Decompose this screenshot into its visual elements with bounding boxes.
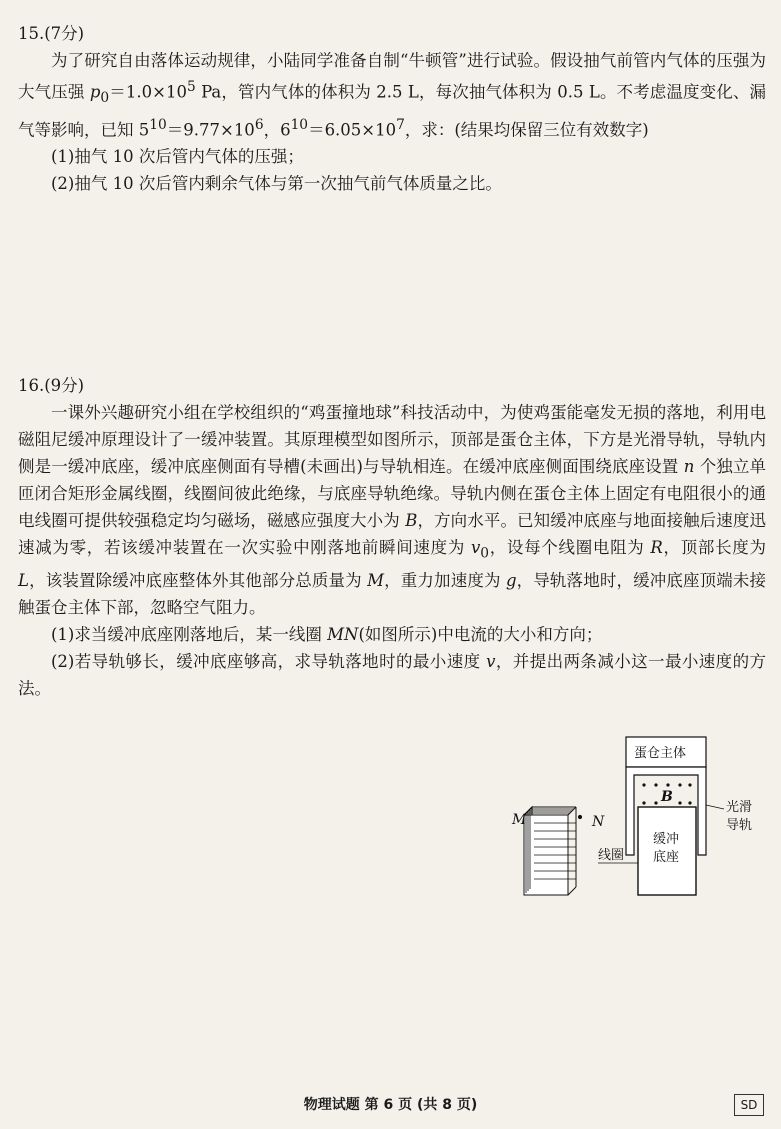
- q16-stem-text-5: ，顶部长度为: [662, 538, 767, 557]
- label-rail-2: 导轨: [726, 818, 753, 833]
- q16-stem-text-7: ，重力加速度为: [384, 571, 506, 591]
- q15-p-symbol: p: [89, 82, 101, 102]
- q16-g-symbol: g: [505, 571, 517, 591]
- label-base-2: 底座: [653, 850, 680, 865]
- q16-stem-text-2: 个独立单匝闭合矩形金属线圈，线圈间彼此绝缘，与底座导轨绝缘。导轨内侧在蛋仓主体上固定有电阻很小的通电线圈可提供较强稳定均匀磁场，磁感应强度大小为: [18, 457, 766, 530]
- buffer-device-figure: [510, 735, 772, 900]
- q15-stem-text-6: ＝6.05×10: [308, 120, 397, 140]
- question-15-part-1: (1)抽气 10 次后管内气体的压强；: [51, 147, 304, 167]
- q16-B-symbol: B: [405, 511, 418, 530]
- page-footer: 物理试题 第 6 页 (共 8 页): [303, 1097, 478, 1113]
- q16-v0-sub: 0: [480, 545, 490, 562]
- q16-part2-text-a: (2)若导轨够长，缓冲底座够高，求导轨落地时的最小速度: [51, 652, 487, 672]
- question-15: [18, 20, 766, 197]
- q16-part1-text-b: (如图所示)中电流的大小和方向；: [358, 625, 603, 645]
- question-16-part-1: [18, 621, 766, 648]
- q16-M-symbol: M: [367, 571, 385, 591]
- q16-stem-text-6: ，该装置除缓冲底座整体外其他部分总质量为: [28, 571, 368, 591]
- question-16: [18, 372, 766, 702]
- question-16-title: 16.(9分): [18, 376, 85, 395]
- q15-stem-text-4: ＝9.77×10: [166, 120, 255, 140]
- label-rail-1: 光滑: [726, 800, 753, 815]
- question-16-stem: [18, 399, 766, 621]
- q15-five-res-exp: 6: [254, 116, 264, 133]
- q15-five-exp: 10: [149, 116, 167, 133]
- label-base-1: 缓冲: [653, 832, 680, 847]
- sd-badge: SD: [734, 1094, 764, 1116]
- q16-L-symbol: L: [18, 571, 29, 591]
- q15-p-exp: 5: [186, 79, 196, 95]
- q16-stem-text-4: ，设每个线圈电阻为: [489, 538, 651, 557]
- q15-stem-text-1: 为了研究自由落体运动规律，小陆同学准备自制“牛顿管”进行试验。假设抽气前管内气体的压强为大气压强: [18, 51, 766, 102]
- q16-stem-text-8: ，导轨落地时，缓冲底座顶端未接触蛋仓主体下部，忽略空气阻力。: [18, 571, 767, 618]
- q16-part1-text-a: (1)求当缓冲底座刚落地后，某一线圈: [51, 625, 328, 645]
- question-15-title: 15.(7分): [18, 24, 85, 43]
- q16-part2-v: v: [486, 652, 496, 672]
- rail-pointer-line: [706, 805, 724, 809]
- coil-stack: [524, 807, 582, 895]
- label-m: M: [512, 812, 527, 828]
- q15-six-exp: 10: [290, 116, 309, 133]
- label-egg-chamber: 蛋仓主体: [634, 746, 687, 761]
- q16-R-symbol: R: [650, 538, 663, 557]
- q15-stem-text-2: ＝1.0×10: [109, 82, 187, 102]
- q15-p-sub: 0: [100, 89, 110, 106]
- label-b-field: B: [661, 789, 673, 805]
- question-15-stem: [18, 47, 766, 143]
- q15-six-res-exp: 7: [396, 116, 405, 133]
- q16-stem-text-3: ，方向水平。已知缓冲底座与地面接触后速度迅速减为零，若该缓冲装置在一次实验中刚落地前瞬间速度为: [18, 511, 766, 557]
- q15-stem-text-7: ，求：(结果均保留三位有效数字): [404, 120, 649, 140]
- question-15-part-2: (2)抽气 10 次后管内剩余气体与第一次抽气前气体质量之比。: [51, 174, 502, 194]
- q16-stem-text-1: 一课外兴趣研究小组在学校组织的“鸡蛋撞地球”科技活动中，为使鸡蛋能毫发无损的落地，利用电磁阻尼缓冲原理设计了一缓冲装置。其原理模型如图所示，顶部是蛋仓主体，下方是光滑导轨，导轨内侧是一缓冲底座，缓冲底座侧面有导槽(未画出)与导轨相连。在缓冲底座侧面围绕底座设置: [18, 403, 766, 476]
- q16-part2-text-b: ，并提出两条减小这一最小速度的方法。: [18, 652, 766, 699]
- question-16-part-2: [18, 648, 766, 702]
- label-n: N: [592, 814, 605, 830]
- q16-n-symbol: n: [683, 457, 695, 476]
- q16-v0-symbol: v: [470, 538, 481, 557]
- q15-stem-text-3: Pa，管内气体的体积为 2.5 L，每次抽气体积为 0.5 L。不考虑温度变化、漏气等影响，已知 5: [18, 82, 766, 140]
- q16-part1-MN: MN: [327, 625, 359, 645]
- q15-stem-text-5: ，6: [263, 120, 291, 140]
- label-coil: 线圈: [598, 848, 625, 863]
- coil-n-dot: [578, 815, 581, 818]
